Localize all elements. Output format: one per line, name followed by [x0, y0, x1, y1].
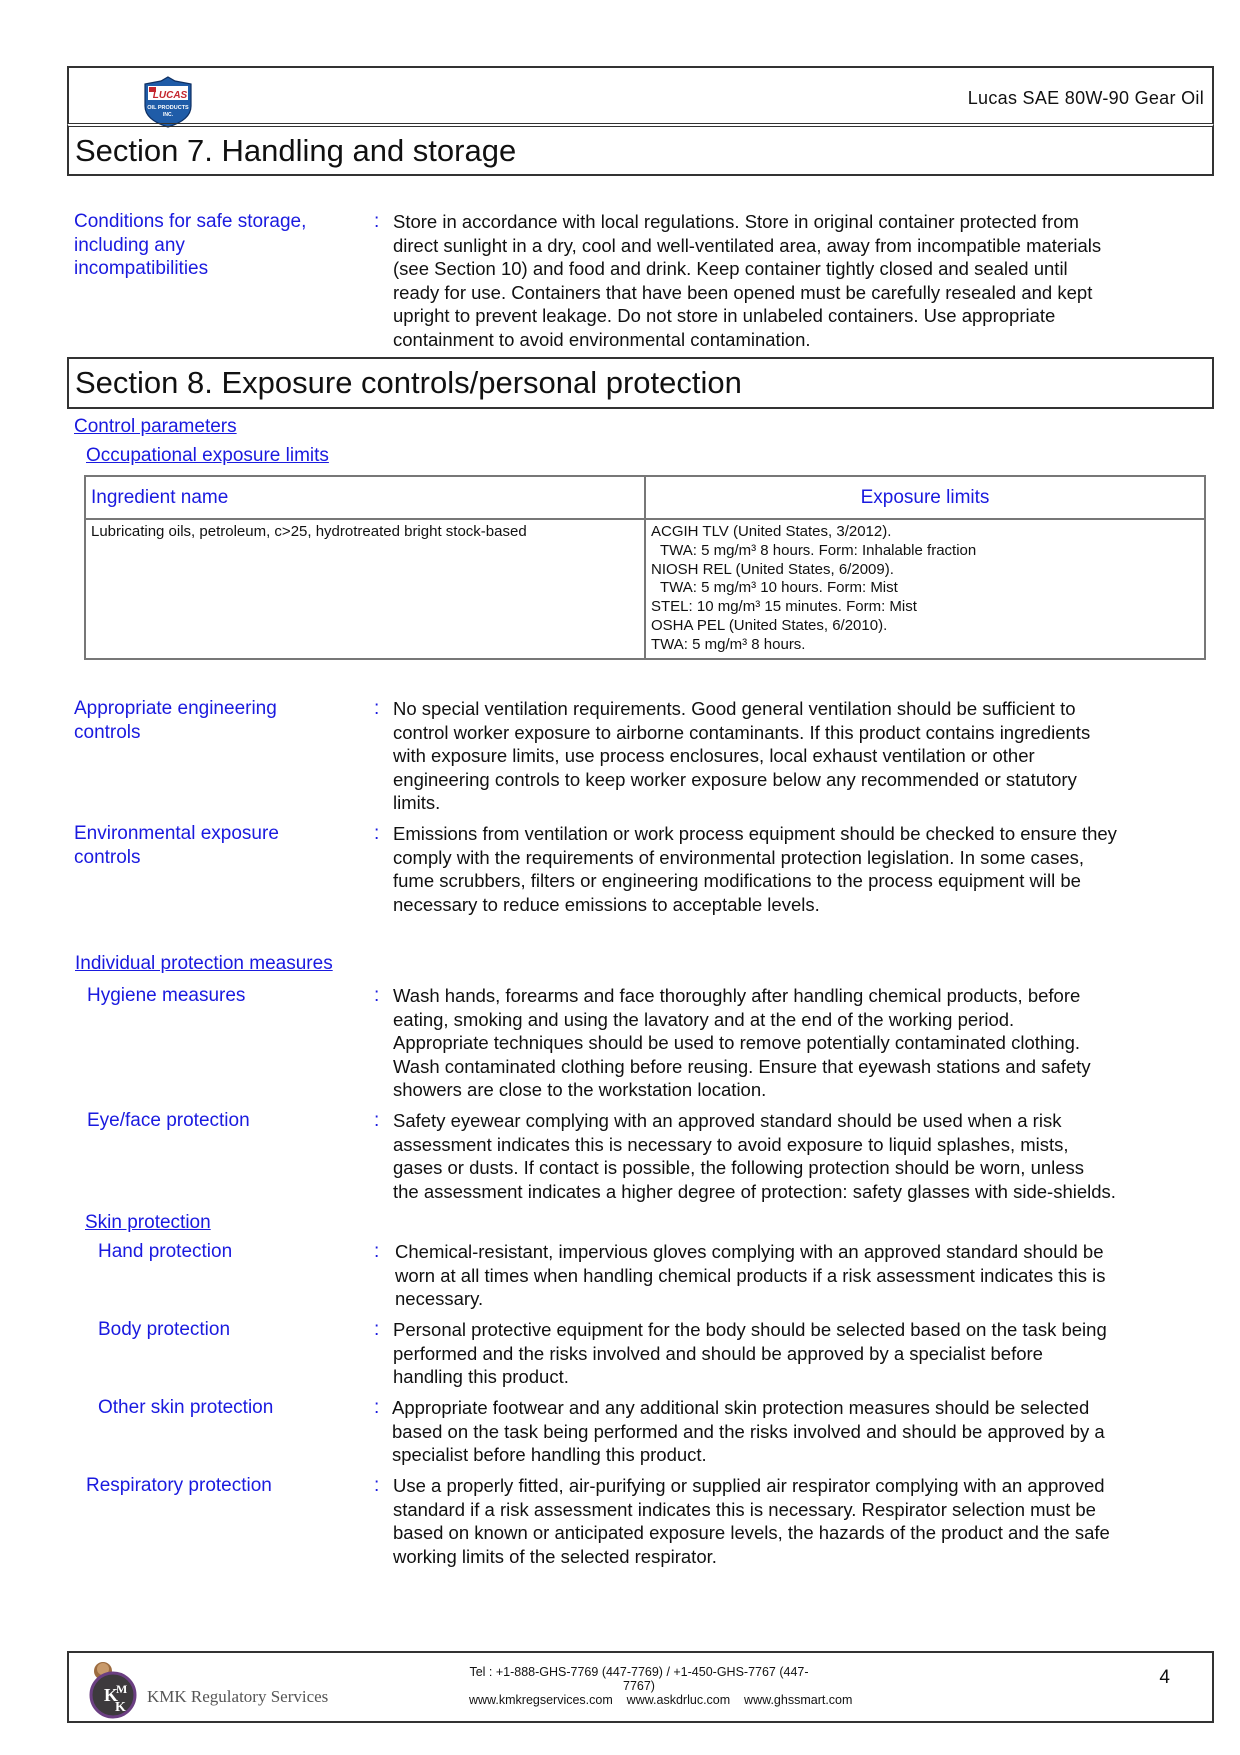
- svg-text:K: K: [104, 1685, 119, 1705]
- field-label: Body protection: [98, 1319, 231, 1340]
- field-label: Conditions for safe storage, including any incompatibilities: [74, 211, 307, 280]
- field-label: Other skin protection: [98, 1397, 274, 1418]
- colon: :: [374, 698, 380, 719]
- ingredient-cell: Lubricating oils, petroleum, c>25, hydrotreated bright stock-based: [85, 519, 645, 659]
- page-header: [67, 66, 1214, 124]
- field-value: No special ventilation requirements. Good general ventilation should be sufficient to control worker exposure to airborne contaminants. If this product contains ingredients with exposure limits, use process enclosures, local exhaust ventilation or other engineering controls to keep worker exposure below any recommended or statutory limits.: [393, 698, 1091, 814]
- exposure-limits-cell: [645, 519, 1205, 659]
- section-7-title: Section 7. Handling and storage: [75, 133, 517, 168]
- field-value: Use a properly fitted, air-purifying or supplied air respirator complying with an approved standard if a risk assessment indicates this is necessary. Respirator selection must be based on known or anticipated exposure levels, the hazards of the product and the safe working limits of the selected respirator.: [393, 1475, 1110, 1567]
- colon: :: [374, 1241, 380, 1262]
- column-header-ingredient: Ingredient name: [85, 476, 645, 519]
- footer-websites: www.kmkregservices.com www.askdrluc.com www.ghssmart.com: [469, 1693, 853, 1707]
- limit-line: STEL: 10 mg/m³ 15 minutes. Form: Mist: [651, 598, 917, 616]
- section-8-header: [67, 357, 1214, 409]
- individual-protection-heading: Individual protection measures: [75, 953, 333, 974]
- field-value: Safety eyewear complying with an approved standard should be used when a risk assessment indicates this is necessary to avoid exposure to liquid splashes, mists, gases or dusts. If contact is possible, the following protection should be worn, unless the assessment indicates a higher degree of protection: safety glasses with side-shields.: [393, 1110, 1116, 1202]
- table-row: [85, 519, 1205, 659]
- page-number: 4: [1159, 1667, 1170, 1688]
- svg-text:INC.: INC.: [163, 112, 173, 118]
- section-8-title: Section 8. Exposure controls/personal protection: [75, 365, 742, 400]
- colon: :: [374, 1397, 380, 1418]
- colon: :: [374, 823, 380, 844]
- section-7-header: [67, 123, 1214, 176]
- field-value: Wash hands, forearms and face thoroughly after handling chemical products, before eating, smoking and using the lavatory and at the end of the working period. Appropriate techniques should be used to remove potentially contaminated clothing. Wash contaminated clothing before reusing. Ensure that eyewash stations and safety showers are close to the workstation location.: [393, 985, 1091, 1101]
- limit-line: TWA: 5 mg/m³ 8 hours.: [651, 635, 806, 653]
- field-label: Hand protection: [98, 1241, 233, 1262]
- field-value: Chemical-resistant, impervious gloves complying with an approved standard should be worn at all times when handling chemical products if a risk assessment indicates this is necessary.: [395, 1241, 1106, 1310]
- lucas-logo-icon: [141, 76, 195, 128]
- field-value: Personal protective equipment for the body should be selected based on the task being performed and the risks involved and should be approved by a specialist before handling this product.: [393, 1319, 1107, 1388]
- table-header-row: [85, 476, 1205, 519]
- colon: :: [374, 1475, 380, 1496]
- limit-line: OSHA PEL (United States, 6/2010).: [651, 616, 888, 634]
- field-label: Environmental exposure controls: [74, 823, 279, 868]
- field-label: Eye/face protection: [87, 1110, 250, 1131]
- field-value: Store in accordance with local regulations. Store in original container protected from direct sunlight in a dry, cool and well-ventilated area, away from incompatible materials (see Section 10) and food and drink. Keep container tightly closed and sealed until ready for use. Containers that have been opened must be carefully resealed and kept upright to prevent leakage. Do not store in unlabeled containers. Use appropriate containment to avoid environmental contamination.: [393, 211, 1102, 350]
- svg-text:OIL PRODUCTS: OIL PRODUCTS: [147, 105, 189, 111]
- field-label: Respiratory protection: [86, 1475, 272, 1496]
- field-value: Appropriate footwear and any additional skin protection measures should be selected based on the task being performed and the risks involved and should be approved by a specialist before handling this product.: [392, 1397, 1105, 1466]
- footer-contact: [469, 1665, 853, 1707]
- svg-text:K: K: [115, 1700, 126, 1715]
- limit-line: TWA: 5 mg/m³ 8 hours. Form: Inhalable fraction: [660, 541, 977, 559]
- company-name: KMK Regulatory Services: [147, 1687, 329, 1706]
- kmk-logo-icon: [87, 1659, 139, 1719]
- skin-protection-heading: Skin protection: [85, 1212, 211, 1233]
- product-name: Lucas SAE 80W-90 Gear Oil: [967, 88, 1204, 108]
- svg-text:LUCAS: LUCAS: [152, 90, 188, 101]
- colon: :: [374, 211, 380, 232]
- footer-tel: Tel : +1-888-GHS-7769 (447-7769) / +1-450-GHS-7767 (447-7767): [469, 1665, 809, 1693]
- field-label: Hygiene measures: [87, 985, 246, 1006]
- page-footer: [67, 1651, 1214, 1723]
- field-value: Emissions from ventilation or work process equipment should be checked to ensure they comply with the requirements of environmental protection legislation. In some cases, fume scrubbers, filters or engineering modifications to the process equipment will be necessary to reduce emissions to acceptable levels.: [393, 823, 1117, 915]
- control-parameters-heading: Control parameters: [74, 416, 237, 437]
- column-header-exposure-limits: Exposure limits: [645, 476, 1205, 519]
- limit-line: TWA: 5 mg/m³ 10 hours. Form: Mist: [660, 579, 898, 597]
- occupational-exposure-limits-heading: Occupational exposure limits: [86, 445, 329, 466]
- limit-line: ACGIH TLV (United States, 3/2012).: [651, 523, 892, 540]
- field-label: Appropriate engineering controls: [74, 698, 277, 743]
- limit-line: NIOSH REL (United States, 6/2009).: [651, 560, 894, 578]
- colon: :: [374, 1319, 380, 1340]
- colon: :: [374, 1110, 380, 1131]
- colon: :: [374, 985, 380, 1006]
- exposure-limits-table: [84, 475, 1206, 660]
- svg-text:M: M: [116, 1682, 128, 1696]
